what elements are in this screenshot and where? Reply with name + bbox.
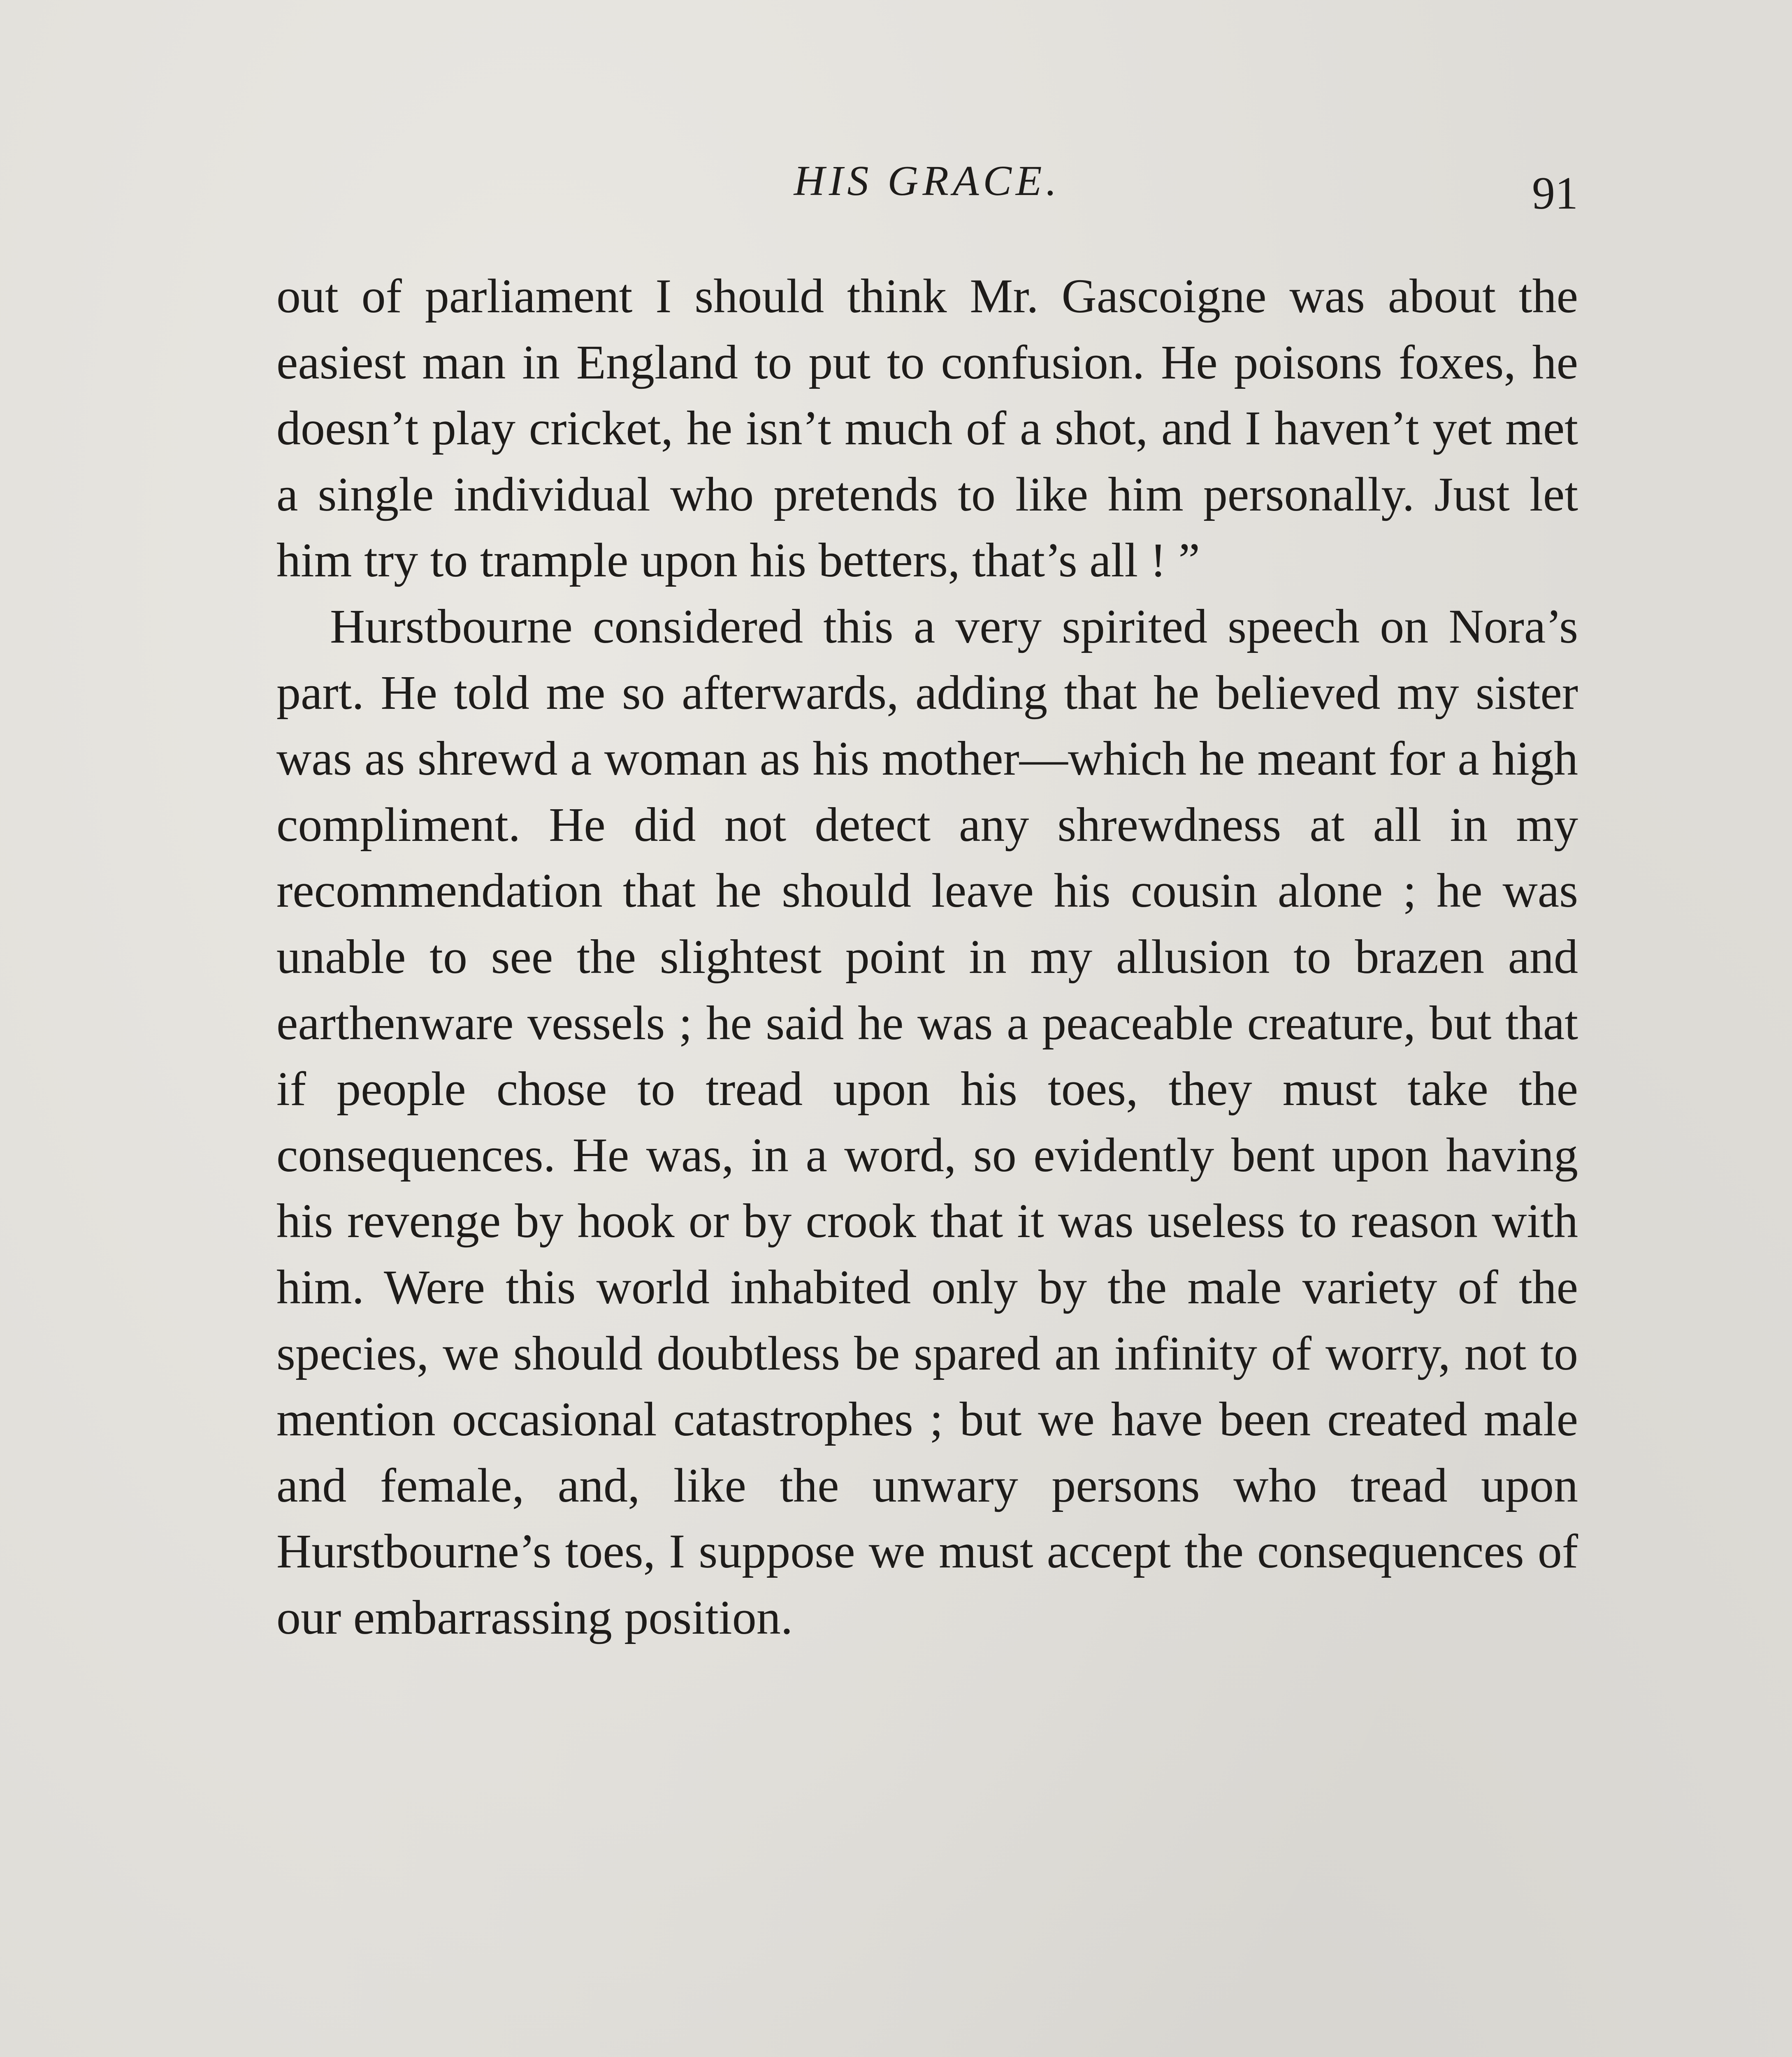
page-number: 91 (1532, 168, 1578, 219)
running-title: HIS GRACE. (794, 157, 1061, 204)
body-text (276, 263, 1578, 1651)
paragraph: Hurstbourne considered this a very spirited speech on Nora’s part. He told me so afterwards, adding that he believed my sister was as shrewd a woman as his mother—which he meant for a high compliment. He did not detect any shrewdness at all in my recommendation that he should leave his cousin alone ; he was unable to see the slightest point in my allusion to brazen and earthenware vessels ; he said he was a peaceable creature, but that if people chose to tread upon his toes, they must take the consequences. He was, in a word, so evidently bent upon having his revenge by hook or by crook that it was useless to reason with him. Were this world inhabited only by the male variety of the species, we should doubtless be spared an infinity of worry, not to mention occasional catastrophes ; but we have been created male and female, and, like the unwary persons who tread upon Hurstbourne’s toes, I suppose we must accept the consequences of our embarrassing position. (276, 599, 1578, 1644)
paragraph-continued: out of parliament I should think Mr. Gascoigne was about the easiest man in England to put to confusion. He poisons foxes, he doesn’t play cricket, he isn’t much of a shot, and I haven’t yet met a single individual who pretends to like him personally. Just let him try to trample upon his betters, that’s all ! ” (276, 269, 1578, 587)
running-head (276, 148, 1578, 219)
